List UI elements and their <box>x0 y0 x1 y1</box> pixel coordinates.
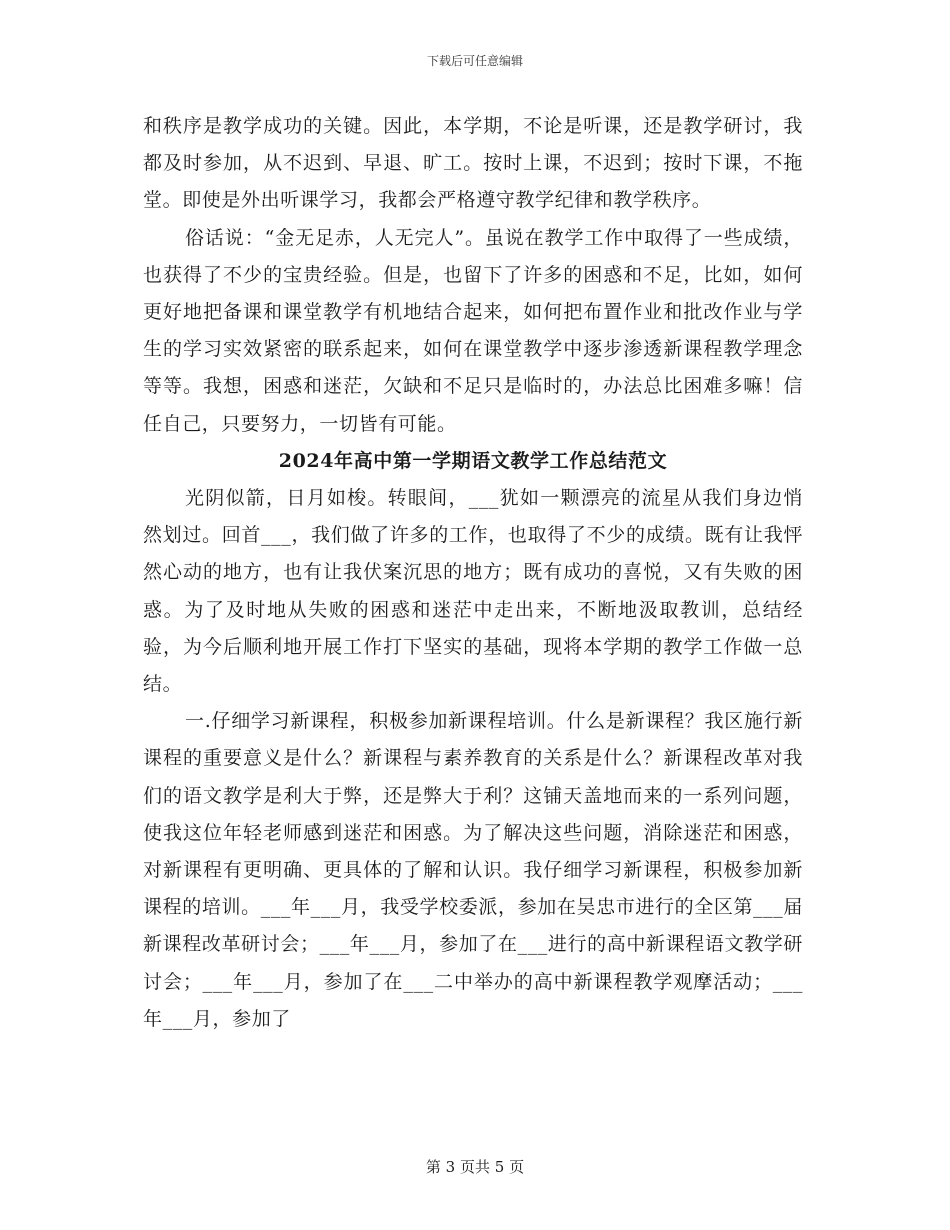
paragraph-reflection: 俗话说：“金无足赤，人无完人”。虽说在教学工作中取得了一些成绩，也获得了不少的宝贵经验。但是，也留下了许多的困惑和不足，比如，如何更好地把备课和课堂教学有机地结合起来，如何把布置作业和批改作业与学生的学习实效紧密的联系起来，如何在课堂教学中逐步渗透新课程教学理念等等。我想，困惑和迷茫，欠缺和不足只是临时的，办法总比困难多嘛！信任自己，只要努力，一切皆有可能。 <box>143 226 803 435</box>
page-header: 下载后可任意编辑 <box>426 54 523 68</box>
paragraph-new-curriculum: 一.仔细学习新课程，积极参加新课程培训。什么是新课程？我区施行新课程的重要意义是什么？新课程与素养教育的关系是什么？新课程改革对我们的语文教学是利大于弊，还是弊大于利？这铺天盖地而来的一系列问题，使我这位年轻老师感到迷茫和困惑。为了解决这些问题，消除迷茫和困惑，对新课程有更明确、更具体的了解和认识。我仔细学习新课程，积极参加新课程的培训。___年___月，我受学校委派，参加在吴忠市进行的全区第___届新课程改革研讨会；___年___月，参加了在___进行的高中新课程语文教学研讨会；___年___月，参加了在___二中举办的高中新课程教学观摩活动；___年___月，参加了 <box>143 710 803 1030</box>
paragraph-intro: 光阴似箭，日月如梭。转眼间，___犹如一颗漂亮的流星从我们身边悄然划过。回首___，我们做了许多的工作，也取得了不少的成绩。既有让我怦然心动的地方，也有让我伏案沉思的地方；既有成功的喜悦，又有失败的困惑。为了及时地从失败的困惑和迷茫中走出来，不断地汲取教训，总结经验，为今后顺利地开展工作打下坚实的基础，现将本学期的教学工作做一总结。 <box>143 487 803 696</box>
section-title: 2024年高中第一学期语文教学工作总结范文 <box>278 449 668 472</box>
page-footer: 第 3 页共 5 页 <box>425 1158 525 1176</box>
document-body <box>143 108 803 1038</box>
paragraph-discipline: 和秩序是教学成功的关键。因此，本学期，不论是听课，还是教学研讨，我都及时参加，从不迟到、早退、旷工。按时上课，不迟到；按时下课，不拖堂。即使是外出听课学习，我都会严格遵守教学纪律和教学秩序。 <box>143 115 803 212</box>
